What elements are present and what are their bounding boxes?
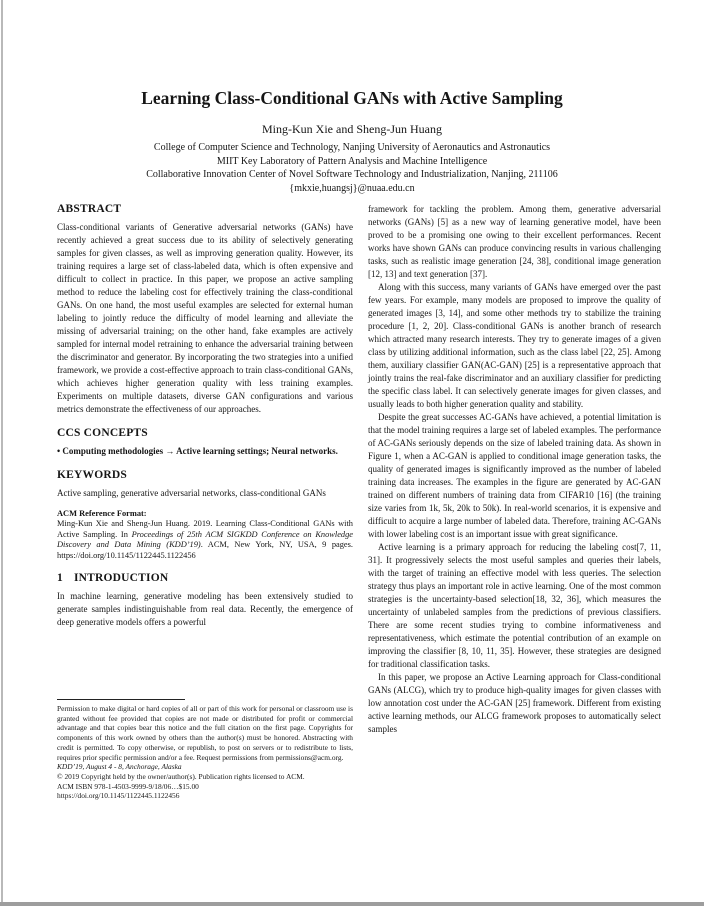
permission-text: Permission to make digital or hard copies of all or part of this work for personal or classroom use is granted without fee provided that copies are not made or distributed for profit or commercial advantage and that copies bear this notice and the full citation on the first page. Copyrights for components of this work owned by others than the author(s) must be honored. Abstracting with credit is permitted. To copy otherwise, or republish, to post on servers or to redistribute to lists, requires prior specific permission and/or a fee. Request permissions from permissions@acm.org.	[57, 704, 353, 762]
affiliation-line: MIIT Key Laboratory of Pattern Analysis and Machine Intelligence	[216, 155, 488, 167]
column-paragraph: Active learning is a primary approach for reducing the labeling cost[7, 11, 31]. It progressively selects the most useful samples and queries their labels, with the target of training an effective model with less queries. The selection strategy thus plays an important role in active learning. One of the most common strategies is the uncertainty-based selection[18, 32, 36], which measures the uncertainty of unlabeled samples from the predictions of previous classifiers. There are some recent studies trying to combine informativeness and representativeness, which estimate the potential contribution of an example on improving the classifier [8, 10, 11, 35]. However, these strategies are designed for traditional classification tasks.	[368, 542, 661, 669]
section-title: INTRODUCTION	[73, 572, 169, 585]
introduction-heading	[57, 572, 353, 584]
acm-reference-text	[57, 519, 353, 561]
paper-header	[0, 88, 704, 195]
acm-reference-section	[57, 509, 353, 561]
paper-authors: Ming-Kun Xie and Sheng-Jun Huang	[262, 122, 442, 136]
introduction-section	[57, 572, 353, 629]
acm-reference-plain: Ming-Kun Xie and Sheng-Jun Huang. 2019. Learning Class-Conditional GANs with Active Sampling. In	[57, 519, 353, 539]
column-paragraph: Along with this success, many variants of GANs have emerged over the past few years. For example, many models are proposed to improve the quality of generated images [3, 14], and some other methods try to stabilize the training procedure [1, 2, 20]. Class-conditional GANs is another branch of research which attracted many research interests. They try to generate images of a given class by utilizing additional information, such as the class label [22, 25]. Among them, auxiliary classifier GAN(AC-GAN) [25] is a representative approach that jointly trains the real-fake discriminator and an auxiliary classifier for predicting the specific class label. It can selectively generate images for given classes, and usually leads to both higher generation quality and stability.	[368, 282, 661, 409]
abstract-section	[57, 203, 353, 416]
copyright-footnote	[57, 699, 353, 801]
abstract-text: Class-conditional variants of Generative adversarial networks (GANs) have recently achieved a great success due to its ability of selectively generating samples for given classes, as well as improving generation quality. However, its training requires a large set of class-labeled data, which is often expensive and difficult to collect in practice. In this paper, we propose an active sampling method to reduce the labeling cost for effectively training the class-conditional GANs. On one hand, the most useful examples are selected for external human labeling to jointly reduce the difficulty of model learning and alleviate the missing of adversarial training; on the other hand, fake examples are actively sampled for internal model retraining to enhance the adversarial training between the discriminator and generator. By incorporating the two strategies into a unified framework, we provide a cost-effective approach to train class-conditional GANs, which achieves higher generation quality with less training examples. Experiments on multiple datasets, diverse GAN configurations and various metrics demonstrate the effectiveness of our approaches.	[57, 222, 353, 414]
affiliation-line: College of Computer Science and Technology, Nanjing University of Aeronautics and Astronautics	[153, 142, 551, 153]
keywords-text: Active sampling, generative adversarial networks, class-conditional GANs	[57, 488, 326, 498]
ccs-section	[57, 427, 353, 458]
venue-text: KDD’19, August 4 - 8, Anchorage, Alaska	[57, 762, 182, 772]
doi-link[interactable]: https://doi.org/10.1145/1122445.1122456	[57, 791, 180, 801]
acm-reference-doi-link[interactable]: https://doi.org/10.1145/1122445.1122456	[57, 550, 196, 560]
introduction-text: In machine learning, generative modeling has been extensively studied to generate samples indistinguishable from real data. Recently, the emergence of deep generative models offers a powerful	[57, 591, 353, 628]
left-column	[57, 203, 353, 629]
acm-reference-proceedings: Proceedings of 25th ACM SIGKDD Conference on Knowledge Discovery and Data Mining (KDD’19)	[57, 529, 354, 550]
keywords-section	[57, 469, 353, 500]
ccs-text: • Computing methodologies → Active learning settings; Neural networks.	[57, 446, 338, 456]
email-line: {mkxie,huangsj}@nuaa.edu.cn	[289, 182, 415, 194]
acm-reference-heading: ACM Reference Format:	[57, 509, 147, 518]
column-paragraph: framework for tackling the problem. Among them, generative adversarial networks (GANs) [5] as a new way of learning generative model, have been proved to be a promising one owing to their excellent performances. Recent works have shown GANs can produce convincing results in various challenging tasks, such as realistic image generation [24, 38], conditional image generation [12, 13] and text generation [37].	[368, 204, 661, 279]
column-paragraph: In this paper, we propose an Active Learning approach for Class-conditional GANs (ALCG), which try to produce high-quality images for given classes with low annotation cost under the AC-GAN [25] framework. Different from existing active learning methods, our ALCG framework proposes to automatically select samples	[368, 672, 661, 734]
affiliation-line: Collaborative Innovation Center of Novel Software Technology and Industrialization, Nanjing, 211106	[146, 169, 558, 180]
column-paragraph: Despite the great successes AC-GANs have achieved, a potential limitation is that the model training requires a large set of labeled examples. The performance of AC-GANs seriously depends on the size of labeled training data. As shown in Figure 1, when a AC-GAN is applied to conditional image generation tasks, the quality of generated images is significantly improved as the number of labeled training data increases. The examples in the figure are generated by AC-GAN trained on different numbers of training data from CIFAR10 [16] (the training size varies from 1k, 5k, 20k to 50k). In real-world scenarios, it is expensive and difficult to acquire a large number of labeled data. Therefore, training AC-GANs with lower labeling cost is an important issue with great significance.	[368, 412, 661, 539]
right-column	[368, 203, 661, 736]
footnote-rule	[57, 699, 185, 700]
paper-title: Learning Class-Conditional GANs with Active Sampling	[141, 88, 563, 108]
ccs-heading: CCS CONCEPTS	[57, 427, 148, 439]
section-number: 1	[57, 572, 63, 585]
isbn-text: ACM ISBN 978-1-4503-9999-9/18/06…$15.00	[57, 781, 199, 791]
page-bottom-edge	[0, 902, 704, 906]
acm-reference-plain: . ACM, New York, NY, USA, 9 pages.	[200, 540, 353, 550]
abstract-heading: ABSTRACT	[57, 203, 122, 215]
copyright-text: © 2019 Copyright held by the owner/author(s). Publication rights licensed to ACM.	[57, 771, 305, 781]
keywords-heading: KEYWORDS	[57, 469, 127, 481]
